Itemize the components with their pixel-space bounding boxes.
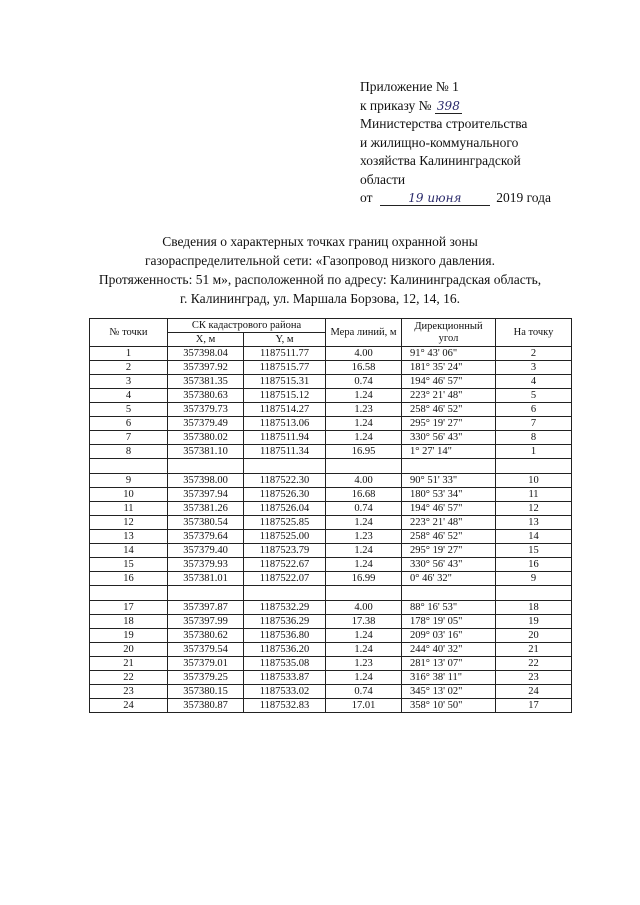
cell-angle: 91° 43' 06": [402, 347, 496, 361]
cell-x: 357397.92: [168, 361, 244, 375]
header-point-number: № точки: [90, 319, 168, 347]
cell-length: 16.68: [326, 488, 402, 502]
cell-to-point: 12: [496, 502, 572, 516]
cell-length: 17.01: [326, 699, 402, 713]
cell-y: 1187522.67: [244, 558, 326, 572]
cell-length: 1.24: [326, 643, 402, 657]
cell-to-point: 9: [496, 572, 572, 586]
group-separator-row: [90, 586, 572, 601]
cell-point: 24: [90, 699, 168, 713]
cell-angle: 330° 56' 43": [402, 431, 496, 445]
cell-x: 357380.15: [168, 685, 244, 699]
cell-point: 21: [90, 657, 168, 671]
cell-to-point: 11: [496, 488, 572, 502]
cell-x: 357379.49: [168, 417, 244, 431]
empty-cell: [168, 586, 244, 601]
cell-angle: 358° 10' 50": [402, 699, 496, 713]
empty-cell: [326, 459, 402, 474]
cell-point: 4: [90, 389, 168, 403]
order-number-handwritten: 398: [436, 98, 460, 113]
cell-x: 357380.63: [168, 389, 244, 403]
header-line-length: Мера линий, м: [326, 319, 402, 347]
empty-cell: [244, 586, 326, 601]
cell-point: 20: [90, 643, 168, 657]
cell-length: 1.23: [326, 403, 402, 417]
cell-length: 4.00: [326, 474, 402, 488]
cell-angle: 194° 46' 57": [402, 502, 496, 516]
date-prefix: от: [360, 190, 373, 205]
cell-y: 1187525.85: [244, 516, 326, 530]
table-row: [90, 445, 572, 459]
cell-to-point: 18: [496, 601, 572, 615]
cell-x: 357381.10: [168, 445, 244, 459]
appendix-block: [360, 78, 600, 208]
document-heading: [70, 232, 570, 308]
cell-point: 17: [90, 601, 168, 615]
date-suffix: 2019 года: [496, 190, 552, 205]
cell-y: 1187514.27: [244, 403, 326, 417]
cell-point: 16: [90, 572, 168, 586]
cell-to-point: 10: [496, 474, 572, 488]
cell-y: 1187515.31: [244, 375, 326, 389]
table-row: [90, 657, 572, 671]
order-date: [360, 189, 600, 208]
cell-to-point: 24: [496, 685, 572, 699]
table-row: [90, 389, 572, 403]
empty-cell: [496, 459, 572, 474]
empty-cell: [168, 459, 244, 474]
table-row: [90, 431, 572, 445]
cell-point: 14: [90, 544, 168, 558]
cell-angle: 281° 13' 07": [402, 657, 496, 671]
cell-to-point: 5: [496, 389, 572, 403]
cell-y: 1187511.34: [244, 445, 326, 459]
cell-to-point: 23: [496, 671, 572, 685]
cell-y: 1187522.30: [244, 474, 326, 488]
table-row: [90, 417, 572, 431]
cell-length: 1.23: [326, 530, 402, 544]
empty-cell: [90, 586, 168, 601]
cell-length: 16.95: [326, 445, 402, 459]
cell-point: 18: [90, 615, 168, 629]
cell-angle: 295° 19' 27": [402, 417, 496, 431]
cell-angle: 223° 21' 48": [402, 516, 496, 530]
header-to-point: На точку: [496, 319, 572, 347]
cell-x: 357379.73: [168, 403, 244, 417]
cell-to-point: 17: [496, 699, 572, 713]
cell-y: 1187525.00: [244, 530, 326, 544]
table-row: [90, 615, 572, 629]
cell-to-point: 22: [496, 657, 572, 671]
cell-y: 1187535.08: [244, 657, 326, 671]
cell-x: 357379.54: [168, 643, 244, 657]
table-row: [90, 403, 572, 417]
cell-y: 1187511.94: [244, 431, 326, 445]
empty-cell: [244, 459, 326, 474]
table-row: [90, 347, 572, 361]
cell-point: 22: [90, 671, 168, 685]
table-row: [90, 601, 572, 615]
header-direction-angle: Дирекционный угол: [402, 319, 496, 347]
cell-length: 1.24: [326, 389, 402, 403]
cell-x: 357379.25: [168, 671, 244, 685]
date-handwritten: 19 июня: [380, 191, 490, 206]
cell-point: 9: [90, 474, 168, 488]
cell-point: 13: [90, 530, 168, 544]
cell-angle: 209° 03' 16": [402, 629, 496, 643]
empty-cell: [402, 586, 496, 601]
cell-x: 357380.54: [168, 516, 244, 530]
boundary-points-table: [89, 318, 572, 713]
cell-angle: 330° 56' 43": [402, 558, 496, 572]
cell-to-point: 6: [496, 403, 572, 417]
table-row: [90, 516, 572, 530]
cell-length: 1.24: [326, 431, 402, 445]
cell-point: 7: [90, 431, 168, 445]
cell-x: 357381.35: [168, 375, 244, 389]
cell-x: 357380.87: [168, 699, 244, 713]
cell-angle: 180° 53' 34": [402, 488, 496, 502]
ministry-line-1: Министерства строительства: [360, 116, 528, 131]
cell-angle: 295° 19' 27": [402, 544, 496, 558]
cell-point: 1: [90, 347, 168, 361]
order-prefix: к приказу №: [360, 97, 432, 113]
cell-to-point: 21: [496, 643, 572, 657]
cell-length: 1.24: [326, 544, 402, 558]
cell-point: 8: [90, 445, 168, 459]
cell-point: 6: [90, 417, 168, 431]
ministry-line-3: хозяйства Калининградской: [360, 153, 521, 168]
empty-cell: [496, 586, 572, 601]
cell-to-point: 19: [496, 615, 572, 629]
heading-line-2: газораспределительной сети: «Газопровод низкого давления.: [144, 253, 495, 268]
cell-to-point: 2: [496, 347, 572, 361]
cell-x: 357398.04: [168, 347, 244, 361]
cell-point: 23: [90, 685, 168, 699]
cell-x: 357379.64: [168, 530, 244, 544]
cell-to-point: 13: [496, 516, 572, 530]
table-row: [90, 544, 572, 558]
group-separator-row: [90, 459, 572, 474]
cell-angle: 178° 19' 05": [402, 615, 496, 629]
cell-y: 1187533.02: [244, 685, 326, 699]
cell-point: 11: [90, 502, 168, 516]
header-y: Y, м: [244, 333, 326, 347]
cell-length: 4.00: [326, 347, 402, 361]
cell-length: 1.24: [326, 558, 402, 572]
cell-to-point: 1: [496, 445, 572, 459]
cell-length: 16.58: [326, 361, 402, 375]
table-row: [90, 671, 572, 685]
cell-to-point: 4: [496, 375, 572, 389]
cell-to-point: 15: [496, 544, 572, 558]
header-x: X, м: [168, 333, 244, 347]
cell-length: 1.24: [326, 417, 402, 431]
cell-x: 357381.26: [168, 502, 244, 516]
cell-point: 12: [90, 516, 168, 530]
cell-x: 357380.62: [168, 629, 244, 643]
ministry-line-2: и жилищно-коммунального: [360, 134, 519, 150]
cell-point: 10: [90, 488, 168, 502]
table-row: [90, 375, 572, 389]
cell-to-point: 16: [496, 558, 572, 572]
table-row: [90, 474, 572, 488]
empty-cell: [90, 459, 168, 474]
order-reference: [360, 97, 600, 116]
heading-line-4: г. Калининград, ул. Маршала Борзова, 12, 14, 16.: [180, 291, 460, 306]
cell-length: 4.00: [326, 601, 402, 615]
table-row: [90, 699, 572, 713]
cell-y: 1187513.06: [244, 417, 326, 431]
cell-angle: 244° 40' 32": [402, 643, 496, 657]
cell-point: 5: [90, 403, 168, 417]
cell-to-point: 20: [496, 629, 572, 643]
cell-point: 15: [90, 558, 168, 572]
cell-y: 1187532.83: [244, 699, 326, 713]
cell-x: 357379.01: [168, 657, 244, 671]
cell-length: 0.74: [326, 685, 402, 699]
cell-y: 1187511.77: [244, 347, 326, 361]
cell-to-point: 14: [496, 530, 572, 544]
cell-y: 1187523.79: [244, 544, 326, 558]
cell-length: 0.74: [326, 502, 402, 516]
cell-length: 0.74: [326, 375, 402, 389]
cell-x: 357381.01: [168, 572, 244, 586]
empty-cell: [326, 586, 402, 601]
empty-cell: [402, 459, 496, 474]
cell-angle: 88° 16' 53": [402, 601, 496, 615]
cell-length: 17.38: [326, 615, 402, 629]
cell-point: 2: [90, 361, 168, 375]
cell-length: 16.99: [326, 572, 402, 586]
cell-x: 357397.87: [168, 601, 244, 615]
cell-x: 357397.94: [168, 488, 244, 502]
cell-to-point: 7: [496, 417, 572, 431]
cell-y: 1187522.07: [244, 572, 326, 586]
table-row: [90, 488, 572, 502]
table-row: [90, 361, 572, 375]
cell-y: 1187536.80: [244, 629, 326, 643]
cell-angle: 316° 38' 11": [402, 671, 496, 685]
header-coordinate-system: СК кадастрового района: [168, 319, 326, 333]
table-row: [90, 629, 572, 643]
cell-y: 1187533.87: [244, 671, 326, 685]
table-row: [90, 530, 572, 544]
cell-y: 1187526.04: [244, 502, 326, 516]
table-row: [90, 685, 572, 699]
table-row: [90, 502, 572, 516]
heading-line-3: Протяженность: 51 м», расположенной по адресу: Калининградская область,: [98, 272, 542, 287]
appendix-title: Приложение № 1: [360, 79, 459, 94]
cell-x: 357397.99: [168, 615, 244, 629]
cell-angle: 1° 27' 14": [402, 445, 496, 459]
cell-angle: 223° 21' 48": [402, 389, 496, 403]
cell-angle: 258° 46' 52": [402, 403, 496, 417]
cell-point: 19: [90, 629, 168, 643]
cell-length: 1.24: [326, 516, 402, 530]
ministry-line-4: области: [360, 171, 406, 187]
cell-angle: 181° 35' 24": [402, 361, 496, 375]
table-body: [90, 347, 572, 713]
cell-y: 1187515.77: [244, 361, 326, 375]
cell-x: 357379.40: [168, 544, 244, 558]
cell-angle: 90° 51' 33": [402, 474, 496, 488]
cell-to-point: 3: [496, 361, 572, 375]
table-row: [90, 572, 572, 586]
cell-angle: 0° 46' 32": [402, 572, 496, 586]
cell-y: 1187532.29: [244, 601, 326, 615]
table-row: [90, 643, 572, 657]
cell-angle: 345° 13' 02": [402, 685, 496, 699]
cell-y: 1187515.12: [244, 389, 326, 403]
table-row: [90, 558, 572, 572]
cell-point: 3: [90, 375, 168, 389]
heading-line-1: Сведения о характерных точках границ охранной зоны: [162, 234, 478, 249]
cell-length: 1.24: [326, 671, 402, 685]
cell-x: 357379.93: [168, 558, 244, 572]
cell-x: 357398.00: [168, 474, 244, 488]
cell-y: 1187526.30: [244, 488, 326, 502]
cell-y: 1187536.20: [244, 643, 326, 657]
cell-angle: 194° 46' 57": [402, 375, 496, 389]
cell-length: 1.23: [326, 657, 402, 671]
cell-y: 1187536.29: [244, 615, 326, 629]
cell-angle: 258° 46' 52": [402, 530, 496, 544]
cell-to-point: 8: [496, 431, 572, 445]
cell-length: 1.24: [326, 629, 402, 643]
cell-x: 357380.02: [168, 431, 244, 445]
